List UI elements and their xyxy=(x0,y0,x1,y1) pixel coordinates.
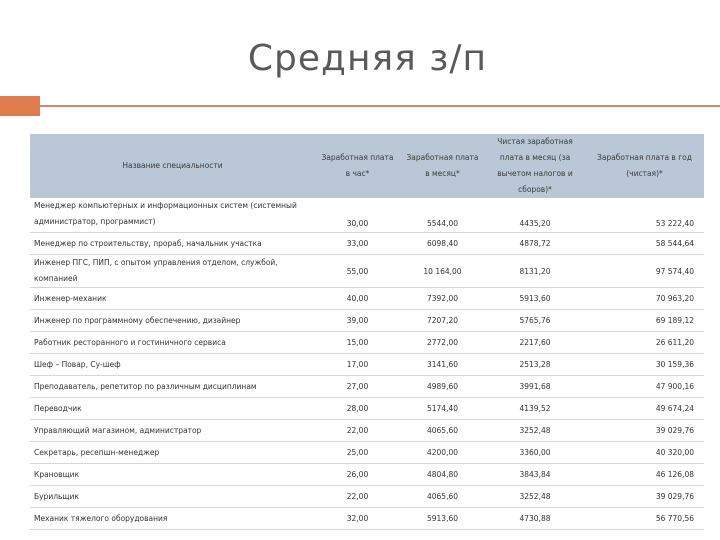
cell-specialty: Менеджер по строительству, прораб, начальник участка xyxy=(30,233,315,255)
cell-specialty: Работник ресторанного и гостиничного сервиса xyxy=(30,332,315,354)
cell-hourly: 22,00 xyxy=(315,486,400,508)
header-yearly: Заработная плата в год (чистая)* xyxy=(585,134,704,198)
table-body xyxy=(30,198,704,530)
cell-yearly: 56 770,56 xyxy=(585,508,704,530)
cell-yearly: 53 222,40 xyxy=(585,198,704,233)
cell-net-monthly: 3252,48 xyxy=(485,420,585,442)
cell-specialty: Управляющий магазином, администратор xyxy=(30,420,315,442)
cell-net-monthly: 5913,60 xyxy=(485,288,585,310)
cell-hourly: 30,00 xyxy=(315,198,400,233)
cell-specialty: Инженер по программному обеспечению, дизайнер xyxy=(30,310,315,332)
cell-monthly: 2772,00 xyxy=(400,332,485,354)
table-row xyxy=(30,255,704,288)
cell-hourly: 39,00 xyxy=(315,310,400,332)
cell-yearly: 97 574,40 xyxy=(585,255,704,288)
cell-hourly: 17,00 xyxy=(315,354,400,376)
cell-net-monthly: 2217,60 xyxy=(485,332,585,354)
cell-monthly: 4065,60 xyxy=(400,420,485,442)
cell-specialty: Переводчик xyxy=(30,398,315,420)
cell-hourly: 25,00 xyxy=(315,442,400,464)
cell-hourly: 40,00 xyxy=(315,288,400,310)
cell-specialty: Шеф – Повар, Су-шеф xyxy=(30,354,315,376)
cell-monthly: 4989,60 xyxy=(400,376,485,398)
cell-monthly: 3141,60 xyxy=(400,354,485,376)
cell-yearly: 70 963,20 xyxy=(585,288,704,310)
cell-specialty: Секретарь, ресепшн-менеджер xyxy=(30,442,315,464)
table-row xyxy=(30,508,704,530)
cell-yearly: 49 674,24 xyxy=(585,398,704,420)
cell-net-monthly: 3252,48 xyxy=(485,486,585,508)
cell-monthly: 4804,80 xyxy=(400,464,485,486)
cell-specialty: Бурильщик xyxy=(30,486,315,508)
table-row xyxy=(30,420,704,442)
cell-yearly: 40 320,00 xyxy=(585,442,704,464)
table-row xyxy=(30,288,704,310)
cell-yearly: 47 900,16 xyxy=(585,376,704,398)
cell-hourly: 22,00 xyxy=(315,420,400,442)
table-row xyxy=(30,464,704,486)
cell-specialty: Менеджер компьютерных и информационных систем (системный администратор, программист) xyxy=(30,198,315,233)
cell-monthly: 6098,40 xyxy=(400,233,485,255)
cell-monthly: 7207,20 xyxy=(400,310,485,332)
cell-yearly: 39 029,76 xyxy=(585,420,704,442)
table-row xyxy=(30,198,704,233)
header-monthly: Заработная плата в месяц* xyxy=(400,134,485,198)
table-row xyxy=(30,354,704,376)
cell-monthly: 5174,40 xyxy=(400,398,485,420)
cell-yearly: 58 544,64 xyxy=(585,233,704,255)
cell-net-monthly: 4435,20 xyxy=(485,198,585,233)
cell-specialty: Инженер-механик xyxy=(30,288,315,310)
cell-hourly: 33,00 xyxy=(315,233,400,255)
cell-monthly: 5544,00 xyxy=(400,198,485,233)
cell-specialty: Крановщик xyxy=(30,464,315,486)
cell-net-monthly: 3991,68 xyxy=(485,376,585,398)
cell-net-monthly: 8131,20 xyxy=(485,255,585,288)
accent-square xyxy=(0,96,40,116)
cell-net-monthly: 4878,72 xyxy=(485,233,585,255)
cell-hourly: 26,00 xyxy=(315,464,400,486)
header-net-monthly: Чистая заработная плата в месяц (за вычетом налогов и сборов)* xyxy=(485,134,585,198)
table-row xyxy=(30,332,704,354)
cell-monthly: 7392,00 xyxy=(400,288,485,310)
cell-yearly: 30 159,36 xyxy=(585,354,704,376)
cell-hourly: 55,00 xyxy=(315,255,400,288)
cell-hourly: 28,00 xyxy=(315,398,400,420)
cell-monthly: 10 164,00 xyxy=(400,255,485,288)
cell-specialty: Инженер ПГС, ПИП, с опытом управления отделом, службой, компанией xyxy=(30,255,315,288)
slide-title: Средняя з/п xyxy=(247,38,488,79)
table-row xyxy=(30,442,704,464)
cell-net-monthly: 5765,76 xyxy=(485,310,585,332)
cell-specialty: Механик тяжелого оборудования xyxy=(30,508,315,530)
cell-yearly: 39 029,76 xyxy=(585,486,704,508)
cell-yearly: 26 611,20 xyxy=(585,332,704,354)
table-row xyxy=(30,398,704,420)
cell-yearly: 46 126,08 xyxy=(585,464,704,486)
cell-monthly: 5913,60 xyxy=(400,508,485,530)
cell-specialty: Преподаватель, репетитор по различным дисциплинам xyxy=(30,376,315,398)
table-header-row xyxy=(30,134,704,198)
cell-net-monthly: 3360,00 xyxy=(485,442,585,464)
header-hourly: Заработная плата в час* xyxy=(315,134,400,198)
cell-net-monthly: 3843,84 xyxy=(485,464,585,486)
cell-yearly: 69 189,12 xyxy=(585,310,704,332)
cell-hourly: 32,00 xyxy=(315,508,400,530)
cell-hourly: 27,00 xyxy=(315,376,400,398)
accent-line xyxy=(40,105,720,107)
cell-net-monthly: 2513,28 xyxy=(485,354,585,376)
salary-table xyxy=(30,134,704,530)
header-specialty: Название специальности xyxy=(30,134,315,198)
cell-net-monthly: 4730,88 xyxy=(485,508,585,530)
table-row xyxy=(30,310,704,332)
table-row xyxy=(30,376,704,398)
table-row xyxy=(30,486,704,508)
table-row xyxy=(30,233,704,255)
cell-monthly: 4065,60 xyxy=(400,486,485,508)
cell-monthly: 4200,00 xyxy=(400,442,485,464)
cell-hourly: 15,00 xyxy=(315,332,400,354)
cell-net-monthly: 4139,52 xyxy=(485,398,585,420)
